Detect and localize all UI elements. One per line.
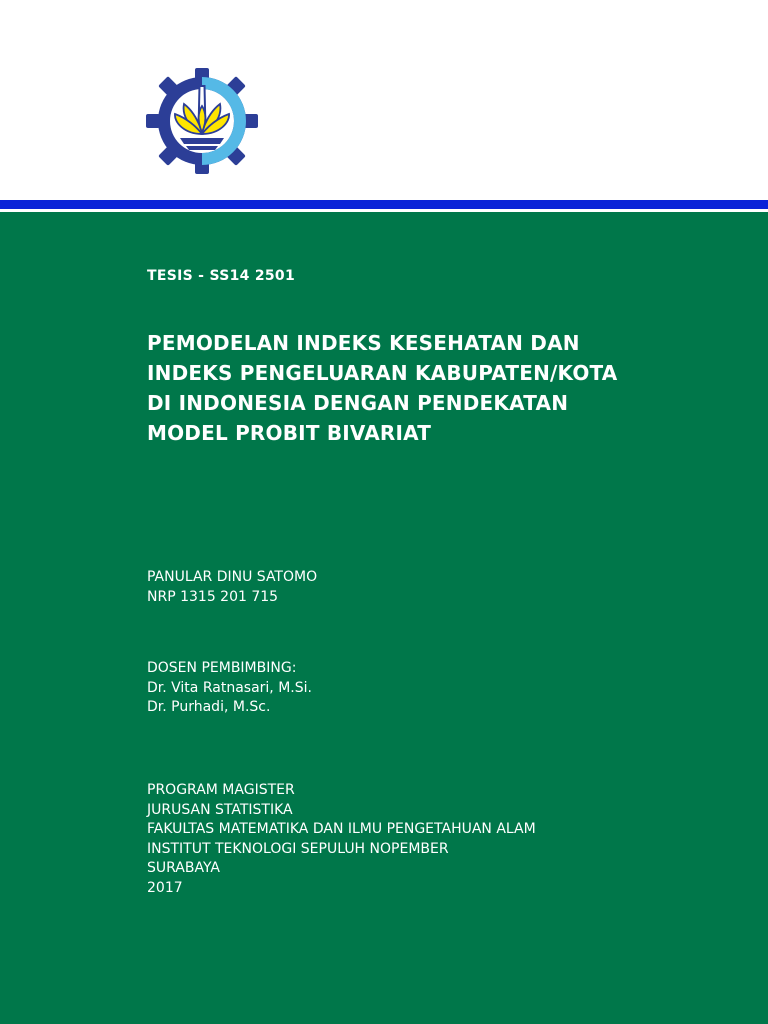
thesis-title bbox=[147, 328, 707, 448]
header-blue-stripe bbox=[0, 200, 768, 209]
title-line: INDEKS PENGELUARAN KABUPATEN/KOTA bbox=[147, 361, 618, 385]
faculty-name: FAKULTAS MATEMATIKA DAN ILMU PENGETAHUAN ALAM bbox=[147, 821, 536, 837]
institution-block bbox=[147, 781, 536, 898]
cover-header bbox=[0, 0, 768, 200]
author-block bbox=[147, 568, 317, 607]
cover-body bbox=[0, 212, 768, 1024]
title-line: DI INDONESIA DENGAN PENDEKATAN bbox=[147, 391, 569, 415]
advisor-name: Dr. Vita Ratnasari, M.Si. bbox=[147, 679, 312, 696]
advisor-heading: DOSEN PEMBIMBING: bbox=[147, 660, 297, 676]
author-nrp: NRP 1315 201 715 bbox=[147, 588, 279, 605]
author-name: PANULAR DINU SATOMO bbox=[147, 569, 318, 585]
year: 2017 bbox=[147, 879, 183, 896]
title-line: MODEL PROBIT BIVARIAT bbox=[147, 421, 432, 445]
program-name: PROGRAM MAGISTER bbox=[147, 782, 295, 798]
advisor-block bbox=[147, 659, 312, 718]
its-emblem-icon bbox=[144, 66, 260, 176]
department-name: JURUSAN STATISTIKA bbox=[147, 801, 293, 818]
thesis-code: TESIS - SS14 2501 bbox=[147, 268, 296, 284]
institute-name: INSTITUT TEKNOLOGI SEPULUH NOPEMBER bbox=[147, 840, 449, 857]
city-name: SURABAYA bbox=[147, 860, 221, 876]
advisor-name: Dr. Purhadi, M.Sc. bbox=[147, 699, 271, 715]
title-line: PEMODELAN INDEKS KESEHATAN DAN bbox=[147, 331, 580, 355]
